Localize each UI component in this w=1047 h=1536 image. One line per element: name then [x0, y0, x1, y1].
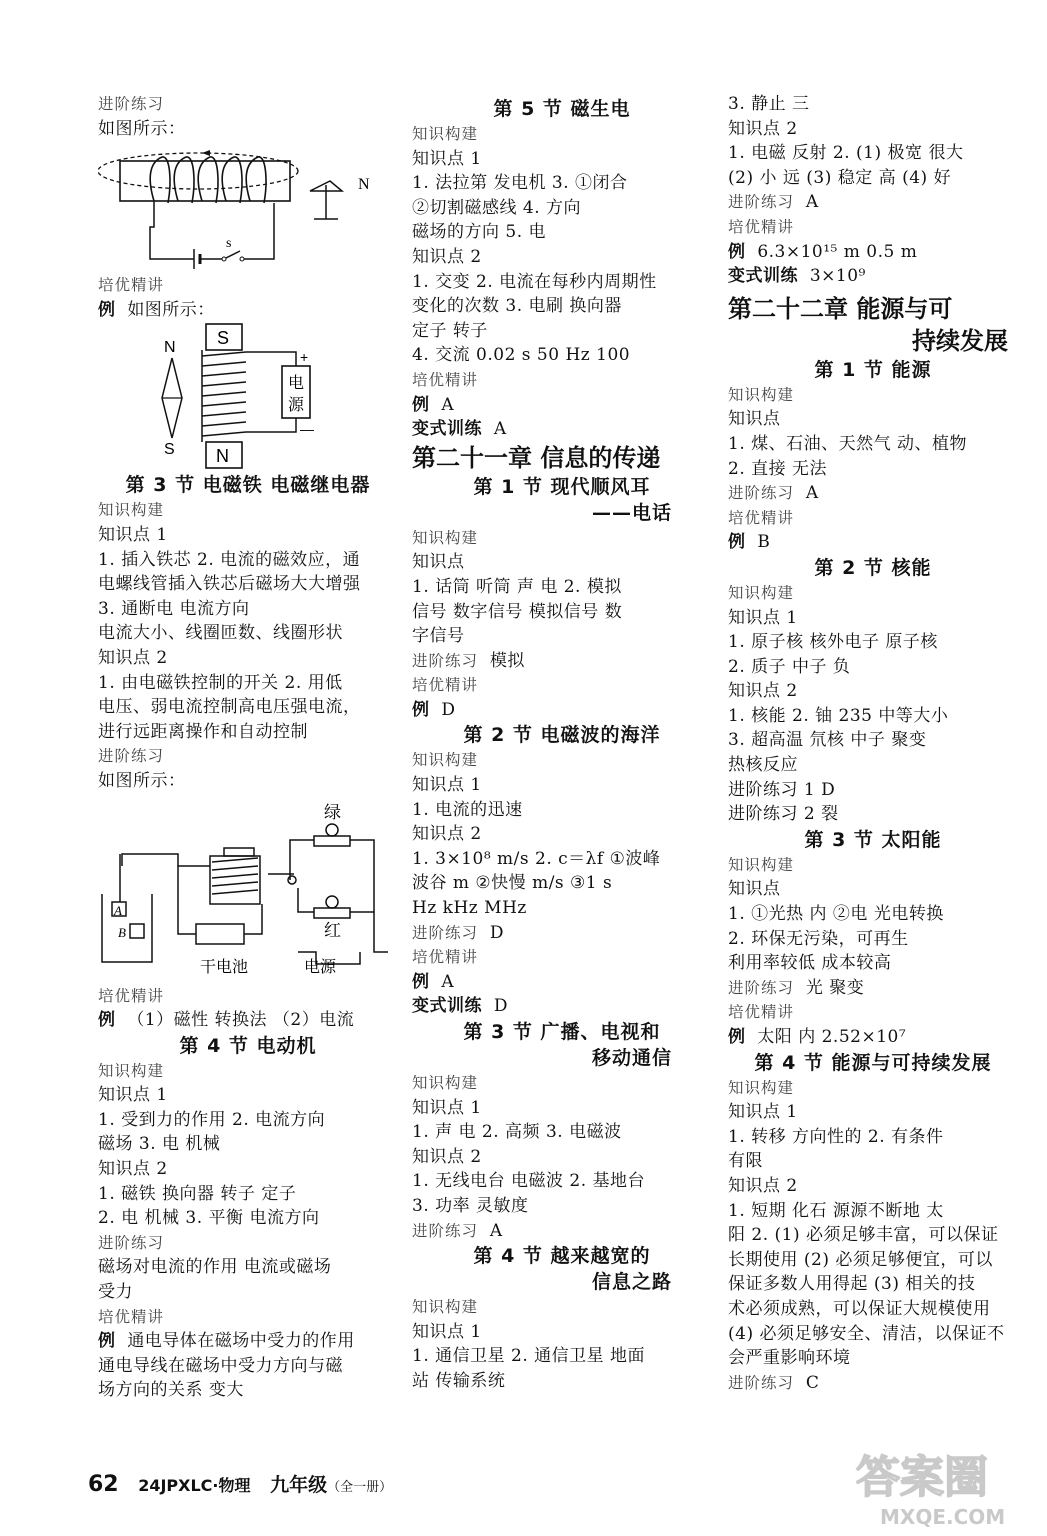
text-line: 1. 转移 方向性的 2. 有条件 [728, 1126, 944, 1147]
text-line: 定子 转子 [412, 320, 488, 341]
text-line: 3. 超高温 氘核 中子 聚变 [728, 730, 927, 751]
section-title-cont: 移动通信 [591, 1047, 672, 1069]
text-line: 站 传输系统 [412, 1370, 506, 1391]
text-line: 电流大小、线圈匝数、线圈形状 [98, 623, 343, 644]
label-zhishi-goujian: 知识构建 [412, 528, 479, 547]
text-line: 1. 核能 2. 铀 235 中等大小 [728, 705, 949, 726]
label-peiyou: 培优精讲 [412, 676, 479, 695]
text-line: 1. ①光热 内 ②电 光电转换 [728, 904, 944, 925]
text-line: 3. 功率 灵敏度 [412, 1195, 529, 1216]
column-3 [728, 92, 1018, 1395]
section-title: 第 3 节 太阳能 [804, 828, 942, 851]
pole-s-top: S [217, 328, 230, 349]
text-line: 磁场的方向 5. 电 [412, 222, 547, 243]
answer: C [805, 1372, 820, 1393]
text-line: 1. 3×10⁸ m/s 2. c＝λf ①波峰 [412, 848, 661, 869]
section-title: 第 3 节 电磁铁 电磁继电器 [125, 474, 371, 497]
chapter-title-cont: 持续发展 [912, 326, 1008, 355]
minus-sign: — [300, 421, 314, 438]
label-peiyou: 培优精讲 [98, 276, 165, 295]
chapter-title: 第二十二章 能源与可 [728, 294, 953, 323]
text-line: 进阶练习 1 D [728, 779, 836, 800]
text-line: 如图所示： [98, 118, 186, 139]
column-2 [412, 96, 712, 1394]
section-title: 第 1 节 现代顺风耳 [473, 475, 651, 498]
knowledge-point-label: 知识点 [728, 409, 781, 430]
electrode-a: A [114, 902, 122, 918]
text-line: 热核反应 [728, 755, 798, 776]
answer: D [489, 922, 504, 943]
bianshi-label: 变式训练 [412, 419, 482, 440]
watermark-logo [850, 1440, 1020, 1530]
label-jinjie: 进阶练习 [98, 95, 165, 113]
knowledge-point-label: 知识点 2 [728, 1175, 798, 1196]
answer: 6.3×10¹⁵ m 0.5 m [757, 241, 918, 262]
green-label: 绿 [324, 802, 341, 823]
text-line: 2. 环保无污染，可再生 [728, 928, 909, 949]
section-title: 第 4 节 能源与可持续发展 [754, 1051, 992, 1074]
text-line: 如图所示： [127, 299, 215, 320]
knowledge-point-label: 知识点 2 [98, 647, 168, 668]
knowledge-point-label: 知识点 2 [412, 246, 482, 267]
text-line: 3. 静止 三 [728, 94, 810, 114]
label-peiyou: 培优精讲 [728, 1003, 795, 1022]
section-title: 第 4 节 电动机 [179, 1034, 317, 1057]
label-jinjie: 进阶练习 [98, 1233, 165, 1252]
label-jinjie: 进阶练习 [98, 747, 165, 766]
knowledge-point-label: 知识点 [412, 552, 465, 573]
text-line: 进行远距离操作和自动控制 [98, 721, 308, 742]
text-line: 1. 原子核 核外电子 原子核 [728, 632, 938, 653]
text-line: 受力 [98, 1282, 133, 1303]
pole-n-bottom: N [216, 446, 229, 467]
label-jinjie: 进阶练习 [728, 193, 795, 212]
text-line: 1. 话筒 听筒 声 电 2. 模拟 [412, 576, 622, 597]
answer: A [489, 1220, 503, 1241]
grade-label: 九年级 [270, 1474, 328, 1496]
page-footer [88, 1470, 392, 1497]
label-zhishi-goujian: 知识构建 [412, 751, 479, 770]
relay-circuit-figure [98, 794, 388, 984]
book-code: 24JPXLC·物理 [138, 1476, 251, 1495]
text-line: 波谷 m ②快慢 m/s ③1 s [412, 873, 613, 894]
text-line: 1. 插入铁芯 2. 电流的磁效应，通 [98, 549, 361, 570]
label-jinjie: 进阶练习 [728, 484, 795, 503]
text-line: 1. 无线电台 电磁波 2. 基地台 [412, 1171, 646, 1192]
text-line: 变化的次数 3. 电刷 换向器 [412, 296, 622, 317]
answer: A [805, 483, 819, 504]
needle-n: N [164, 339, 176, 357]
text-line: Hz kHz MHz [412, 898, 527, 919]
label-peiyou: 培优精讲 [98, 1307, 165, 1326]
knowledge-point-label: 知识点 2 [412, 824, 482, 845]
text-line: 1. 法拉第 发电机 3. ①闭合 [412, 173, 628, 194]
power-label-1: 电 [288, 373, 305, 393]
knowledge-point-label: 知识点 2 [728, 118, 798, 139]
section-title: 第 1 节 能源 [814, 358, 932, 381]
bianshi-label: 变式训练 [728, 266, 798, 287]
needle-n-label: N [358, 176, 370, 194]
label-zhishi-goujian: 知识构建 [98, 1061, 165, 1080]
label-zhishi-goujian: 知识构建 [412, 1298, 479, 1317]
knowledge-point-label: 知识点 2 [728, 681, 798, 702]
section-title: 第 5 节 磁生电 [493, 98, 631, 120]
text-line: 场方向的关系 变大 [98, 1380, 244, 1401]
knowledge-point-label: 知识点 1 [728, 1102, 798, 1123]
solenoid-figure [98, 141, 388, 273]
chapter-title: 第二十一章 信息的传递 [412, 443, 661, 472]
text-line: 如图所示： [98, 770, 186, 791]
text-line: 通电导体在磁场中受力的作用 [127, 1331, 355, 1352]
text-line: （1）磁性 转换法 （2）电流 [127, 1010, 355, 1031]
watermark-text: 答案圈 [856, 1452, 988, 1503]
text-line: 磁场 3. 电 机械 [98, 1134, 221, 1155]
section-title: 第 4 节 越来越宽的 [473, 1245, 651, 1268]
label-jinjie: 进阶练习 [412, 651, 479, 670]
answer: 3×10⁹ [809, 266, 866, 287]
power-label-2: 源 [288, 395, 305, 415]
li-label: 例 [412, 971, 430, 992]
answer: D [493, 996, 508, 1017]
text-line: 2. 质子 中子 负 [728, 656, 851, 677]
label-jinjie: 进阶练习 [412, 923, 479, 942]
text-line: 3. 通断电 电流方向 [98, 598, 250, 619]
text-line: 电螺线管插入铁芯后磁场大大增强 [98, 574, 361, 595]
knowledge-point-label: 知识点 2 [412, 1146, 482, 1167]
text-line: 1. 磁铁 换向器 转子 定子 [98, 1183, 297, 1204]
text-line: (4) 必须足够安全、清洁，以保证不 [728, 1323, 1005, 1344]
power-label: 电源 [304, 956, 337, 976]
li-label: 例 [98, 1010, 116, 1031]
answer: A [441, 394, 455, 415]
text-line: 1. 声 电 2. 高频 3. 电磁波 [412, 1122, 622, 1143]
label-zhishi-goujian: 知识构建 [728, 385, 795, 404]
section-title: 第 3 节 广播、电视和 [463, 1021, 661, 1043]
text-line: 进阶练习 2 裂 [728, 804, 839, 825]
text-line: 电压、弱电流控制高电压强电流， [98, 697, 361, 718]
label-jinjie: 进阶练习 [728, 978, 795, 997]
text-line: 1. 电流的迅速 [412, 799, 523, 820]
needle-s: S [164, 441, 175, 459]
answer: D [441, 699, 456, 720]
knowledge-point-label: 知识点 1 [98, 524, 168, 545]
text-line: 磁场对电流的作用 电流或磁场 [98, 1257, 332, 1278]
text-line: 1. 短期 化石 源源不断地 太 [728, 1200, 944, 1221]
knowledge-point-label: 知识点 1 [98, 1085, 168, 1106]
text-line: 1. 煤、石油、天然气 动、植物 [728, 433, 968, 454]
answer: 太阳 内 2.52×10⁷ [757, 1027, 907, 1047]
text-line: 长期使用 (2) 必须足够便宜，可以 [728, 1249, 993, 1270]
text-line: 有限 [728, 1151, 763, 1172]
battery-label: 干电池 [200, 956, 249, 976]
bianshi-label: 变式训练 [412, 996, 482, 1017]
label-jinjie: 进阶练习 [412, 1221, 479, 1240]
text-line: 2. 电 机械 3. 平衡 电流方向 [98, 1208, 320, 1229]
text-line: 1. 由电磁铁控制的开关 2. 用低 [98, 672, 343, 693]
section-title-cont: ——电话 [591, 501, 672, 524]
plus-sign: + [300, 349, 309, 366]
li-label: 例 [98, 299, 116, 320]
section-title: 第 2 节 核能 [814, 556, 932, 579]
li-label: 例 [98, 1331, 116, 1352]
label-peiyou: 培优精讲 [728, 217, 795, 236]
answer: A [805, 192, 819, 213]
text-line: 利用率较低 成本较高 [728, 953, 892, 974]
li-label: 例 [728, 1027, 746, 1047]
text-line: 会严重影响环境 [728, 1348, 851, 1369]
label-zhishi-goujian: 知识构建 [728, 855, 795, 874]
text-line: ②切割磁感线 4. 方向 [412, 197, 582, 218]
switch-label: s [226, 236, 232, 252]
text-line: (2) 小 远 (3) 稳定 高 (4) 好 [728, 167, 952, 188]
watermark-url: MXQE.COM [880, 1505, 1006, 1529]
answer: A [493, 419, 507, 440]
text-line: 2. 直接 无法 [728, 458, 828, 479]
li-label: 例 [412, 699, 430, 720]
knowledge-point-label: 知识点 1 [412, 1097, 482, 1118]
answer: A [441, 971, 455, 992]
page-number: 62 [88, 1472, 119, 1497]
label-zhishi-goujian: 知识构建 [412, 1074, 479, 1092]
knowledge-point-label: 知识点 2 [98, 1159, 168, 1180]
label-zhishi-goujian: 知识构建 [98, 501, 165, 520]
text-line: 术必须成熟，可以保证大规模使用 [728, 1298, 991, 1319]
text-line: 阳 2. (1) 必须足够丰富，可以保证 [728, 1225, 999, 1246]
text-line: 保证多数人用得起 (3) 相关的技 [728, 1274, 976, 1295]
li-label: 例 [728, 532, 746, 553]
li-label: 例 [728, 241, 746, 262]
li-label: 例 [412, 394, 430, 415]
label-zhishi-goujian: 知识构建 [412, 125, 479, 143]
section-title: 第 2 节 电磁波的海洋 [463, 724, 661, 747]
knowledge-point-label: 知识点 1 [728, 607, 798, 628]
text-line: 通电导线在磁场中受力方向与磁 [98, 1355, 343, 1376]
text-line: 字信号 [412, 626, 465, 647]
knowledge-point-label: 知识点 [728, 879, 781, 900]
knowledge-point-label: 知识点 1 [412, 148, 482, 169]
text-line: 4. 交流 0.02 s 50 Hz 100 [412, 345, 631, 366]
label-peiyou: 培优精讲 [412, 370, 479, 389]
electromagnet-figure [98, 322, 388, 472]
grade-sub-label: （全一册） [327, 1480, 393, 1495]
label-zhishi-goujian: 知识构建 [728, 583, 795, 602]
electrode-b: B [118, 924, 126, 940]
section-title-cont: 信息之路 [591, 1271, 672, 1294]
column-1 [98, 92, 398, 1403]
label-peiyou: 培优精讲 [98, 986, 165, 1005]
label-peiyou: 培优精讲 [412, 948, 479, 967]
label-jinjie: 进阶练习 [728, 1373, 795, 1392]
text-line: 1. 通信卫星 2. 通信卫星 地面 [412, 1346, 646, 1367]
text-line: 1. 交变 2. 电流在每秒内周期性 [412, 271, 657, 292]
knowledge-point-label: 知识点 1 [412, 1321, 482, 1342]
text-line: 1. 受到力的作用 2. 电流方向 [98, 1109, 326, 1130]
label-peiyou: 培优精讲 [728, 508, 795, 527]
label-zhishi-goujian: 知识构建 [728, 1078, 795, 1097]
answer: B [757, 532, 771, 553]
answer: 模拟 [489, 650, 525, 671]
answer: 光 聚变 [805, 977, 865, 998]
text-line: 1. 电磁 反射 2. (1) 极宽 很大 [728, 143, 964, 164]
knowledge-point-label: 知识点 1 [412, 775, 482, 796]
text-line: 信号 数字信号 模拟信号 数 [412, 601, 623, 622]
red-label: 红 [324, 920, 341, 941]
